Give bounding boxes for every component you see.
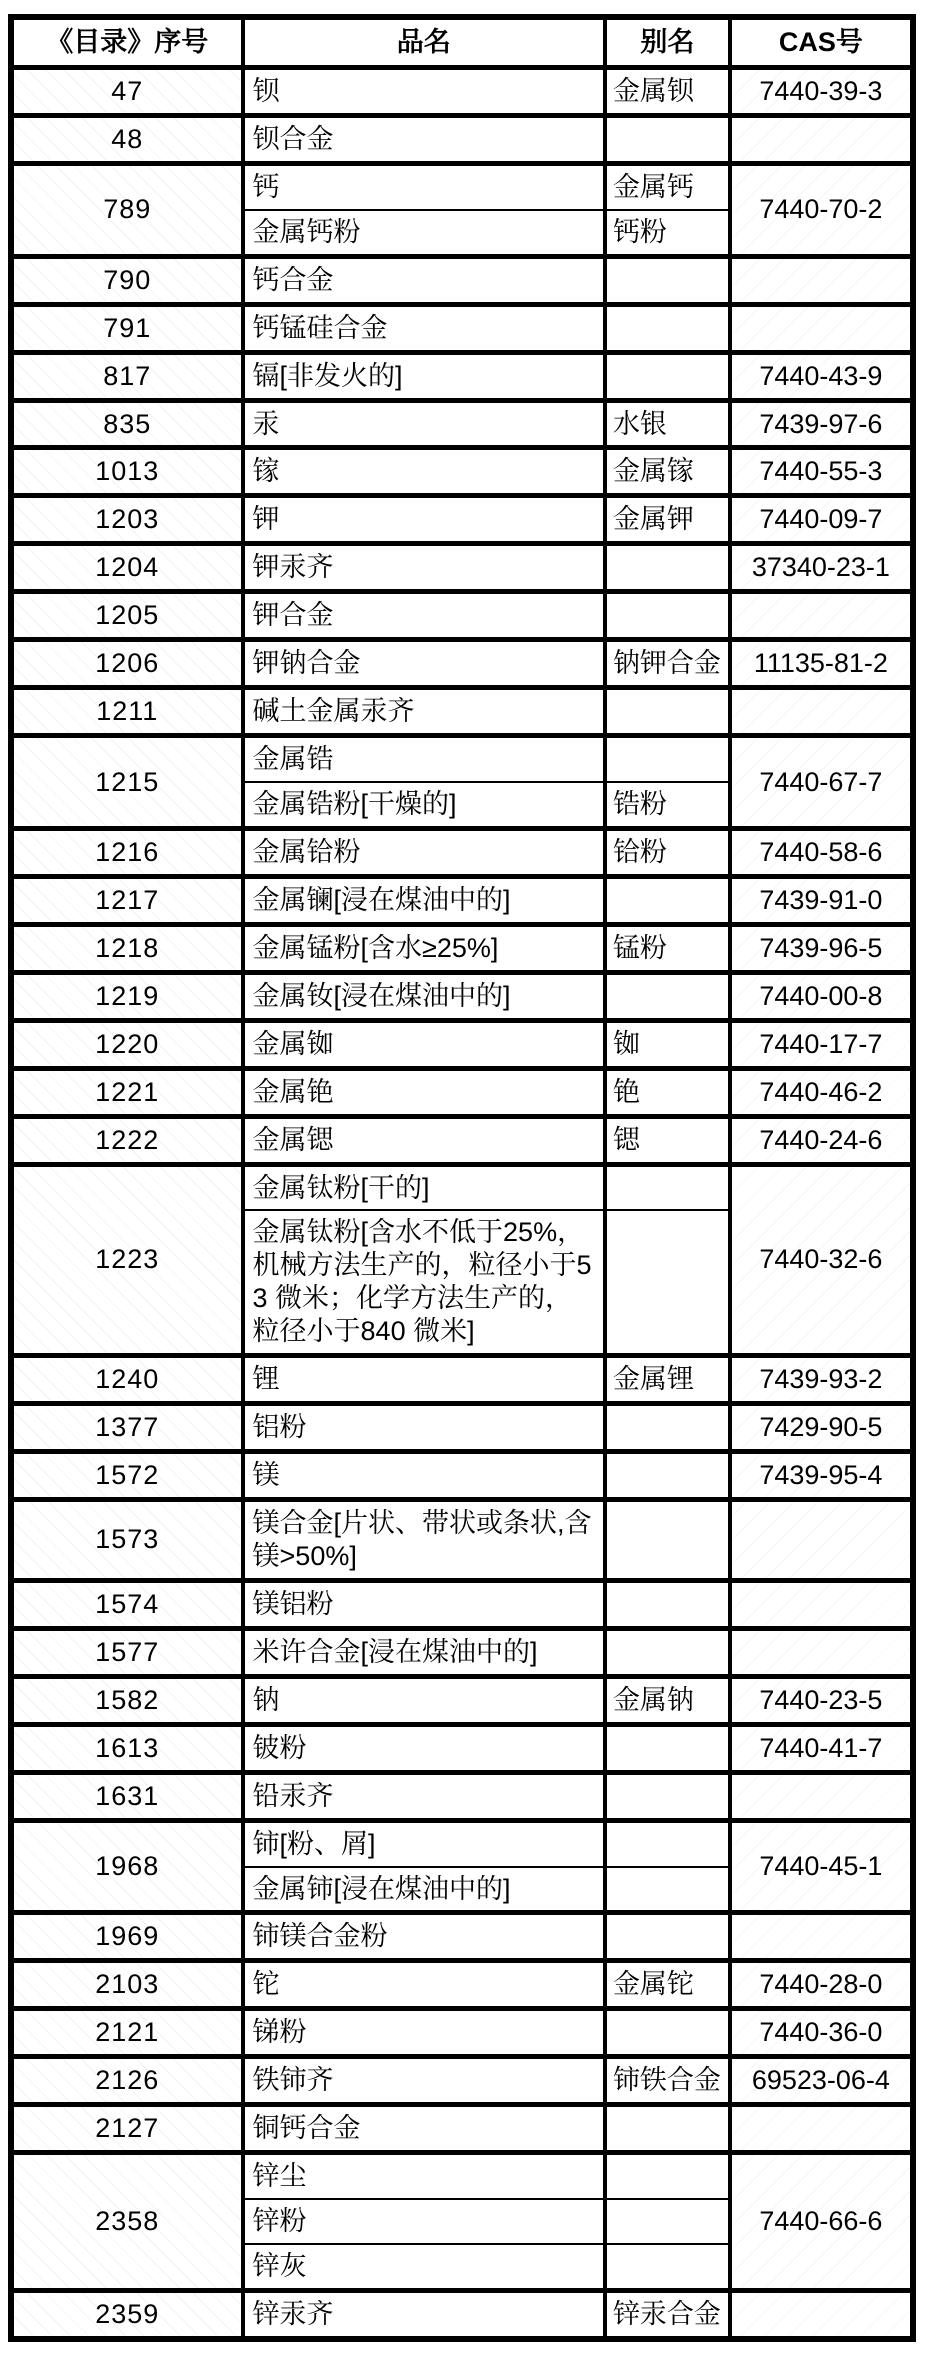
table-row [11, 1452, 913, 1500]
product-name-cell: 金属锆 [243, 736, 605, 782]
serial-cell: 1572 [11, 1452, 243, 1500]
alias-cell [605, 1210, 730, 1355]
alias-cell [605, 1164, 730, 1210]
serial-cell: 1377 [11, 1404, 243, 1452]
serial-cell: 2126 [11, 2057, 243, 2105]
alias-cell [605, 2199, 730, 2244]
cas-number-cell: 7440-23-5 [730, 1676, 913, 1724]
alias-cell [605, 1628, 730, 1676]
cas-number-cell: 7439-93-2 [730, 1356, 913, 1404]
table-row [11, 924, 913, 972]
alias-cell [605, 688, 730, 736]
product-name-cell: 汞 [243, 400, 605, 448]
serial-cell: 1218 [11, 924, 243, 972]
cas-number-cell: 7440-41-7 [730, 1724, 913, 1772]
alias-cell [605, 1404, 730, 1452]
table-row [11, 736, 913, 782]
product-name-cell: 金属锆粉[干燥的] [243, 782, 605, 828]
cas-number-cell: 7440-46-2 [730, 1068, 913, 1116]
alias-cell: 金属钠 [605, 1676, 730, 1724]
header-row [11, 17, 913, 67]
table-row [11, 2009, 913, 2057]
serial-cell: 790 [11, 256, 243, 304]
cas-number-cell [730, 304, 913, 352]
table-row [11, 2153, 913, 2199]
serial-cell: 1211 [11, 688, 243, 736]
product-name-cell: 锌灰 [243, 2244, 605, 2290]
cas-number-cell: 37340-23-1 [730, 544, 913, 592]
cas-number-cell: 7429-90-5 [730, 1404, 913, 1452]
product-name-cell: 金属钙粉 [243, 210, 605, 256]
product-name-cell: 钾钠合金 [243, 640, 605, 688]
product-name-cell: 金属铷 [243, 1020, 605, 1068]
product-name-cell: 金属镧[浸在煤油中的] [243, 876, 605, 924]
table-row [11, 1913, 913, 1961]
alias-cell [605, 1452, 730, 1500]
cas-number-cell [730, 115, 913, 163]
serial-cell: 1013 [11, 448, 243, 496]
serial-cell: 1968 [11, 1820, 243, 1913]
alias-cell: 锌汞合金 [605, 2290, 730, 2338]
alias-cell [605, 1724, 730, 1772]
serial-cell: 791 [11, 304, 243, 352]
product-name-cell: 钾合金 [243, 592, 605, 640]
product-name-cell: 镓 [243, 448, 605, 496]
product-name-cell: 铁铈齐 [243, 2057, 605, 2105]
product-name-cell: 锌尘 [243, 2153, 605, 2199]
alias-cell [605, 256, 730, 304]
product-name-cell: 金属铪粉 [243, 828, 605, 876]
table-row [11, 2105, 913, 2153]
cas-number-cell: 69523-06-4 [730, 2057, 913, 2105]
product-name-cell: 铈[粉、屑] [243, 1820, 605, 1866]
alias-cell [605, 1913, 730, 1961]
serial-cell: 1219 [11, 972, 243, 1020]
product-name-cell: 米许合金[浸在煤油中的] [243, 1628, 605, 1676]
alias-cell [605, 1580, 730, 1628]
cas-number-cell [730, 1913, 913, 1961]
cas-number-cell [730, 1628, 913, 1676]
table-row [11, 592, 913, 640]
table-row [11, 640, 913, 688]
serial-cell: 1206 [11, 640, 243, 688]
cas-number-cell: 7440-28-0 [730, 1961, 913, 2009]
serial-cell: 2359 [11, 2290, 243, 2338]
table-row [11, 1628, 913, 1676]
product-name-cell: 锌汞齐 [243, 2290, 605, 2338]
column-header-name: 品名 [243, 17, 605, 67]
alias-cell [605, 1820, 730, 1866]
table-row [11, 1164, 913, 1210]
alias-cell [605, 2009, 730, 2057]
product-name-cell: 钡合金 [243, 115, 605, 163]
table-row [11, 1820, 913, 1866]
alias-cell: 钠钾合金 [605, 640, 730, 688]
product-name-cell: 金属铯 [243, 1068, 605, 1116]
alias-cell [605, 115, 730, 163]
alias-cell: 水银 [605, 400, 730, 448]
table-row [11, 1961, 913, 2009]
product-name-cell: 锌粉 [243, 2199, 605, 2244]
column-header-cas: CAS号 [730, 17, 913, 67]
cas-number-cell: 7440-55-3 [730, 448, 913, 496]
table-row [11, 163, 913, 209]
serial-cell: 2121 [11, 2009, 243, 2057]
table-row [11, 256, 913, 304]
product-name-cell: 镉[非发火的] [243, 352, 605, 400]
table-row [11, 1724, 913, 1772]
cas-number-cell: 7440-43-9 [730, 352, 913, 400]
alias-cell [605, 544, 730, 592]
serial-cell: 48 [11, 115, 243, 163]
alias-cell: 金属铊 [605, 1961, 730, 2009]
serial-cell: 1203 [11, 496, 243, 544]
product-name-cell: 金属锶 [243, 1116, 605, 1164]
product-name-cell: 金属铈[浸在煤油中的] [243, 1867, 605, 1913]
serial-cell: 1582 [11, 1676, 243, 1724]
cas-number-cell: 7440-17-7 [730, 1020, 913, 1068]
serial-cell: 1240 [11, 1356, 243, 1404]
product-name-cell: 钙锰硅合金 [243, 304, 605, 352]
alias-cell [605, 592, 730, 640]
alias-cell [605, 2105, 730, 2153]
table-row [11, 1404, 913, 1452]
table-row [11, 2057, 913, 2105]
cas-number-cell: 7440-24-6 [730, 1116, 913, 1164]
alias-cell: 金属镓 [605, 448, 730, 496]
table-row [11, 1772, 913, 1820]
product-name-cell: 金属钛粉[含水不低于25%，机械方法生产的，粒径小于53 微米；化学方法生产的，粒径小于840 微米] [243, 1210, 605, 1355]
alias-cell: 金属钾 [605, 496, 730, 544]
table-row [11, 1356, 913, 1404]
cas-number-cell: 7440-58-6 [730, 828, 913, 876]
catalog-table [8, 14, 916, 2342]
serial-cell: 1220 [11, 1020, 243, 1068]
table-row [11, 1116, 913, 1164]
serial-cell: 1216 [11, 828, 243, 876]
serial-cell: 1223 [11, 1164, 243, 1356]
serial-cell: 47 [11, 67, 243, 115]
product-name-cell: 钠 [243, 1676, 605, 1724]
alias-cell: 锰粉 [605, 924, 730, 972]
table-row [11, 67, 913, 115]
alias-cell: 金属锂 [605, 1356, 730, 1404]
product-name-cell: 铍粉 [243, 1724, 605, 1772]
product-name-cell: 金属锰粉[含水≥25%] [243, 924, 605, 972]
alias-cell [605, 1867, 730, 1913]
cas-number-cell: 7439-96-5 [730, 924, 913, 972]
product-name-cell: 铜钙合金 [243, 2105, 605, 2153]
alias-cell: 金属钡 [605, 67, 730, 115]
table-row [11, 876, 913, 924]
table-row [11, 1580, 913, 1628]
serial-cell: 2358 [11, 2153, 243, 2291]
table-row [11, 400, 913, 448]
product-name-cell: 金属钕[浸在煤油中的] [243, 972, 605, 1020]
table-row [11, 352, 913, 400]
product-name-cell: 金属钛粉[干的] [243, 1164, 605, 1210]
serial-cell: 789 [11, 163, 243, 256]
alias-cell: 铷 [605, 1020, 730, 1068]
table-row [11, 115, 913, 163]
product-name-cell: 碱土金属汞齐 [243, 688, 605, 736]
product-name-cell: 铊 [243, 1961, 605, 2009]
alias-cell [605, 1500, 730, 1581]
cas-number-cell: 7440-45-1 [730, 1820, 913, 1913]
product-name-cell: 铅汞齐 [243, 1772, 605, 1820]
alias-cell [605, 972, 730, 1020]
table-row [11, 2290, 913, 2338]
alias-cell [605, 352, 730, 400]
cas-number-cell [730, 1580, 913, 1628]
table-row [11, 304, 913, 352]
table-row [11, 544, 913, 592]
cas-number-cell [730, 1500, 913, 1581]
serial-cell: 835 [11, 400, 243, 448]
alias-cell: 金属钙 [605, 163, 730, 209]
serial-cell: 1205 [11, 592, 243, 640]
product-name-cell: 钾 [243, 496, 605, 544]
product-name-cell: 钙合金 [243, 256, 605, 304]
cas-number-cell [730, 688, 913, 736]
cas-number-cell: 7440-70-2 [730, 163, 913, 256]
table-row [11, 448, 913, 496]
table-row [11, 688, 913, 736]
cas-number-cell: 7440-39-3 [730, 67, 913, 115]
alias-cell [605, 2244, 730, 2290]
table-row [11, 1676, 913, 1724]
alias-cell: 钙粉 [605, 210, 730, 256]
serial-cell: 1631 [11, 1772, 243, 1820]
cas-number-cell: 7440-67-7 [730, 736, 913, 829]
cas-number-cell: 7439-91-0 [730, 876, 913, 924]
cas-number-cell [730, 256, 913, 304]
serial-cell: 2127 [11, 2105, 243, 2153]
serial-cell: 2103 [11, 1961, 243, 2009]
cas-number-cell [730, 1772, 913, 1820]
alias-cell [605, 304, 730, 352]
cas-number-cell: 7440-32-6 [730, 1164, 913, 1356]
serial-cell: 1573 [11, 1500, 243, 1581]
product-name-cell: 钾汞齐 [243, 544, 605, 592]
table-row [11, 828, 913, 876]
product-name-cell: 钡 [243, 67, 605, 115]
product-name-cell: 锂 [243, 1356, 605, 1404]
alias-cell: 锶 [605, 1116, 730, 1164]
cas-number-cell: 7440-66-6 [730, 2153, 913, 2291]
serial-cell: 1222 [11, 1116, 243, 1164]
product-name-cell: 铝粉 [243, 1404, 605, 1452]
cas-number-cell: 7440-09-7 [730, 496, 913, 544]
alias-cell [605, 2153, 730, 2199]
cas-number-cell [730, 2290, 913, 2338]
cas-number-cell: 7440-36-0 [730, 2009, 913, 2057]
cas-number-cell [730, 2105, 913, 2153]
column-header-serial: 《目录》序号 [11, 17, 243, 67]
table-row [11, 972, 913, 1020]
cas-number-cell: 7440-00-8 [730, 972, 913, 1020]
table-row [11, 496, 913, 544]
product-name-cell: 铈镁合金粉 [243, 1913, 605, 1961]
alias-cell [605, 736, 730, 782]
alias-cell [605, 1772, 730, 1820]
cas-number-cell: 7439-95-4 [730, 1452, 913, 1500]
product-name-cell: 钙 [243, 163, 605, 209]
column-header-alias: 别名 [605, 17, 730, 67]
table-row [11, 1500, 913, 1581]
alias-cell: 铪粉 [605, 828, 730, 876]
product-name-cell: 锑粉 [243, 2009, 605, 2057]
serial-cell: 817 [11, 352, 243, 400]
product-name-cell: 镁合金[片状、带状或条状,含镁>50%] [243, 1500, 605, 1581]
cas-number-cell: 11135-81-2 [730, 640, 913, 688]
product-name-cell: 镁 [243, 1452, 605, 1500]
serial-cell: 1217 [11, 876, 243, 924]
serial-cell: 1969 [11, 1913, 243, 1961]
table-header [11, 17, 913, 67]
table-row [11, 1020, 913, 1068]
cas-number-cell [730, 592, 913, 640]
serial-cell: 1204 [11, 544, 243, 592]
product-name-cell: 镁铝粉 [243, 1580, 605, 1628]
table-row [11, 1068, 913, 1116]
alias-cell: 锆粉 [605, 782, 730, 828]
serial-cell: 1574 [11, 1580, 243, 1628]
alias-cell: 铯 [605, 1068, 730, 1116]
serial-cell: 1215 [11, 736, 243, 829]
serial-cell: 1577 [11, 1628, 243, 1676]
alias-cell [605, 876, 730, 924]
cas-number-cell: 7439-97-6 [730, 400, 913, 448]
serial-cell: 1613 [11, 1724, 243, 1772]
serial-cell: 1221 [11, 1068, 243, 1116]
alias-cell: 铈铁合金 [605, 2057, 730, 2105]
table-body [11, 67, 913, 2338]
